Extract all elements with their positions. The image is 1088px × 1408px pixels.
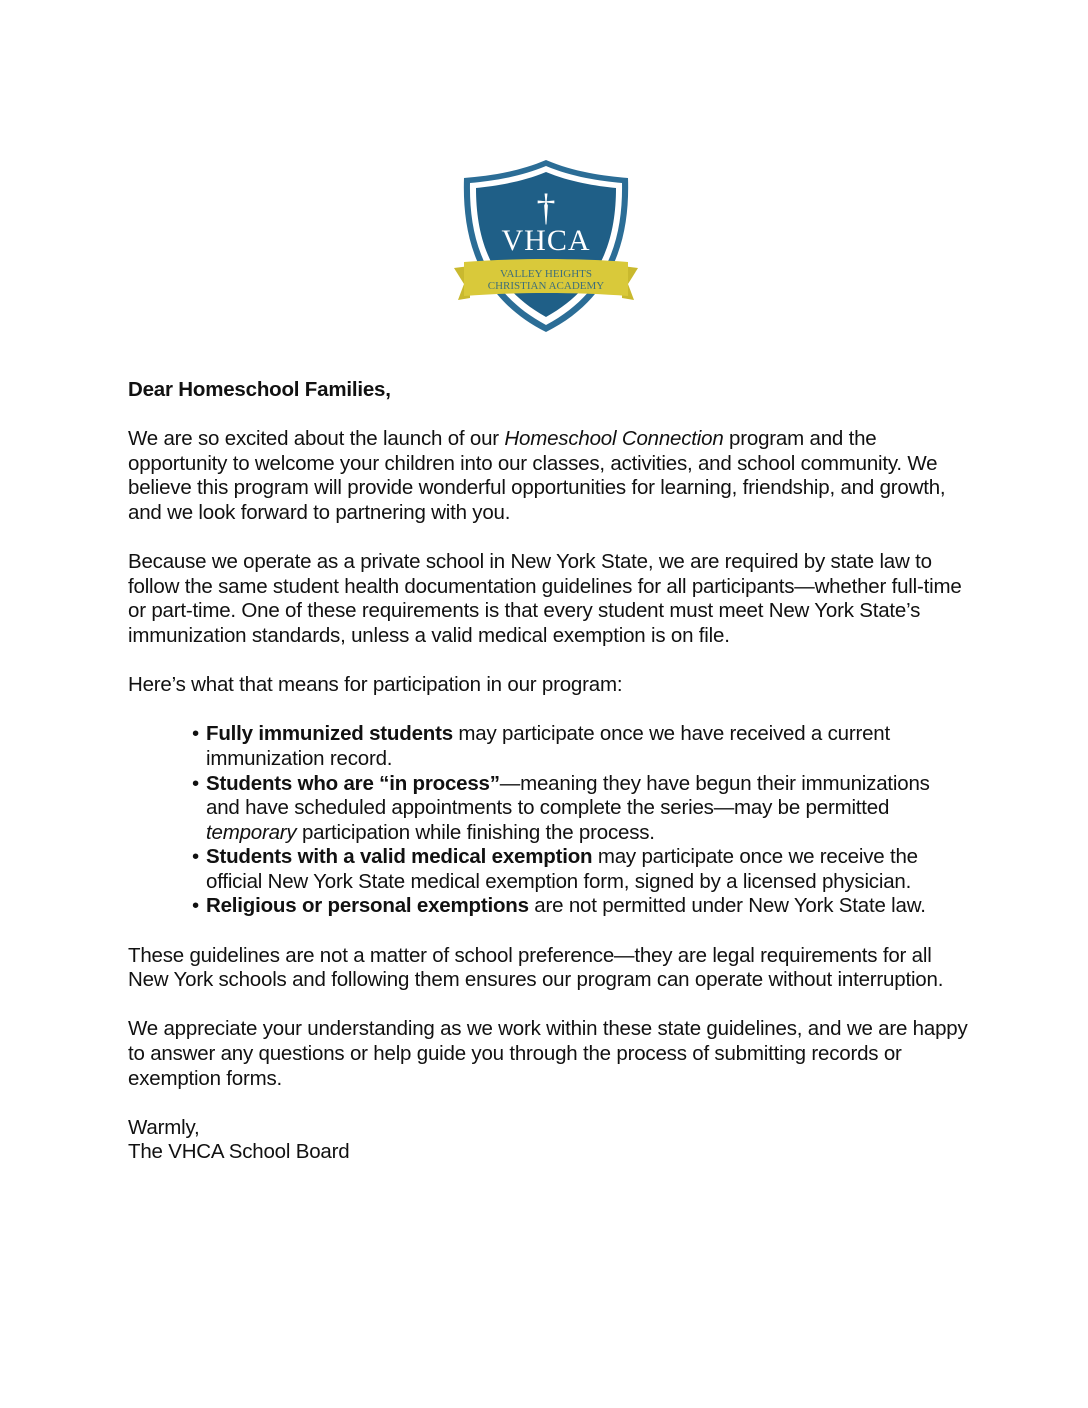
signature: The VHCA School Board [128, 1140, 350, 1164]
cross-icon: † [536, 187, 556, 229]
vhca-logo [454, 158, 638, 334]
banner-line-2: CHRISTIAN ACADEMY [487, 280, 605, 292]
logo-initials: VHCA [501, 224, 591, 257]
appreciation-paragraph: We appreciate your understanding as we work within these state guidelines, and we are happy to answer any questions or help guide you through the process of submitting records or exemption forms. [128, 1017, 968, 1090]
guidelines-paragraph: These guidelines are not a matter of school preference—they are legal requirements for all New York schools and following them ensures our program can operate without interruption. [128, 943, 944, 992]
greeting: Dear Homeschool Families, [128, 378, 391, 401]
signature-block [128, 1116, 968, 1165]
requirements-list [128, 722, 968, 919]
list-item: • Students with a valid medical exemption may participate once we receive the official New York State medical exemption form, signed by a licensed physician. [192, 845, 918, 893]
bullet-icon: • [192, 722, 199, 746]
list-item: • Students who are “in process”—meaning they have begun their immunizations and have scheduled appointments to complete the series—may be permitted temporary participation while finishing the process. [192, 771, 930, 844]
list-item: • Fully immunized students may participate once we have received a current immunization record. [192, 722, 890, 770]
closing: Warmly, [128, 1115, 200, 1139]
lead-in-paragraph: Here’s what that means for participation in our program: [128, 673, 623, 697]
list-item: • Religious or personal exemptions are not permitted under New York State law. [192, 894, 926, 918]
intro-paragraph: We are so excited about the launch of our Homeschool Connection program and the opportunity to welcome your children into our classes, activities, and school community. We believe this program will provide wonderful opportunities for learning, friendship, and growth, and we look forward to partnering with you. [128, 427, 946, 524]
bullet-icon: • [192, 845, 199, 869]
bullet-icon: • [192, 771, 199, 795]
banner-line-1: VALLEY HEIGHTS [500, 268, 592, 280]
program-name: Homeschool Connection [504, 427, 724, 451]
bullet-icon: • [192, 894, 199, 918]
letter-body [128, 378, 968, 1165]
legal-paragraph: Because we operate as a private school in New York State, we are required by state law to follow the same student health documentation guidelines for all participants—whether full-time or part-time. One of these requirements is that every student must meet New York State’s immunization standards, unless a valid medical exemption is on file. [128, 550, 962, 647]
